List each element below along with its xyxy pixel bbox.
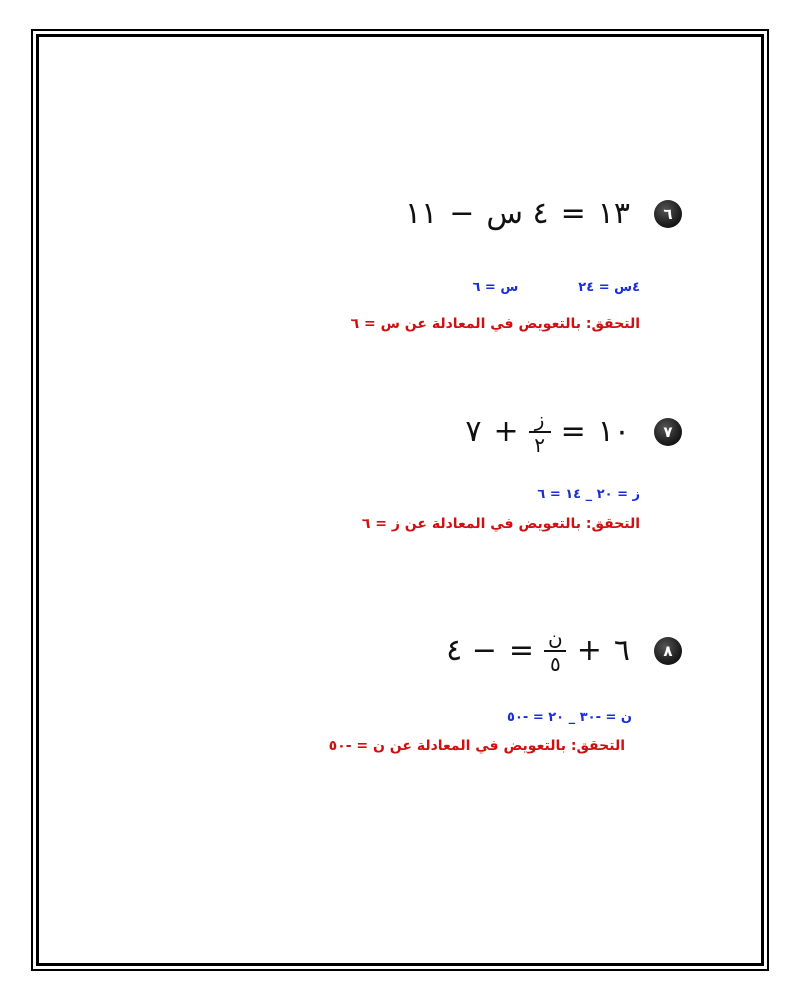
equation-equals: = xyxy=(508,633,535,669)
equation-fraction xyxy=(540,628,571,674)
fraction-denominator: ٥ xyxy=(550,651,561,676)
equation-operator: + xyxy=(493,414,519,450)
problem-8 xyxy=(440,628,682,674)
equation xyxy=(440,628,636,674)
problem-number-badge: ٦ xyxy=(654,200,682,228)
work-line xyxy=(507,710,632,725)
problem-number-badge: ٨ xyxy=(654,637,682,665)
page-border-inner xyxy=(36,34,764,966)
equation xyxy=(399,196,636,231)
problem-7 xyxy=(459,409,682,455)
work-step-1: ٤س = ٢٤ xyxy=(578,280,640,295)
fraction-numerator: ز xyxy=(534,407,545,431)
problem-6 xyxy=(399,196,682,231)
equation xyxy=(459,409,636,455)
fraction-denominator: ٢ xyxy=(534,432,545,457)
work-step-2: س = ٦ xyxy=(472,280,519,295)
check-line: التحقق: بالتعويض في المعادلة عن ز = ٦ xyxy=(361,516,640,532)
equation-equals: = xyxy=(560,196,586,231)
equation-operator: − xyxy=(449,196,475,231)
equation-operator: + xyxy=(576,633,602,669)
equation-right: − ٤ xyxy=(446,633,497,669)
equation-left: ١٠ xyxy=(597,414,630,450)
fraction-numerator: ن xyxy=(548,626,563,650)
problem-number-badge: ٧ xyxy=(654,418,682,446)
work-step-1: ن = -٣٠ _ ٢٠ = -٥٠ xyxy=(507,710,632,725)
check-line: التحقق: بالتعويض في المعادلة عن ن = -٥٠ xyxy=(328,738,625,754)
equation-left: ٦ xyxy=(613,633,630,669)
check-line: التحقق: بالتعويض في المعادلة عن س = ٦ xyxy=(350,316,640,332)
equation-right: ٧ xyxy=(465,414,482,450)
work-line xyxy=(472,280,640,295)
equation-left: ١٣ xyxy=(597,196,630,231)
equation-fraction xyxy=(525,409,555,455)
equation-right: ١١ xyxy=(404,196,438,231)
equation-term: ٤ س xyxy=(486,196,549,231)
equation-equals: = xyxy=(560,414,586,450)
work-step-1: ز = ٢٠ _ ١٤ = ٦ xyxy=(537,487,640,502)
work-line xyxy=(537,487,640,502)
